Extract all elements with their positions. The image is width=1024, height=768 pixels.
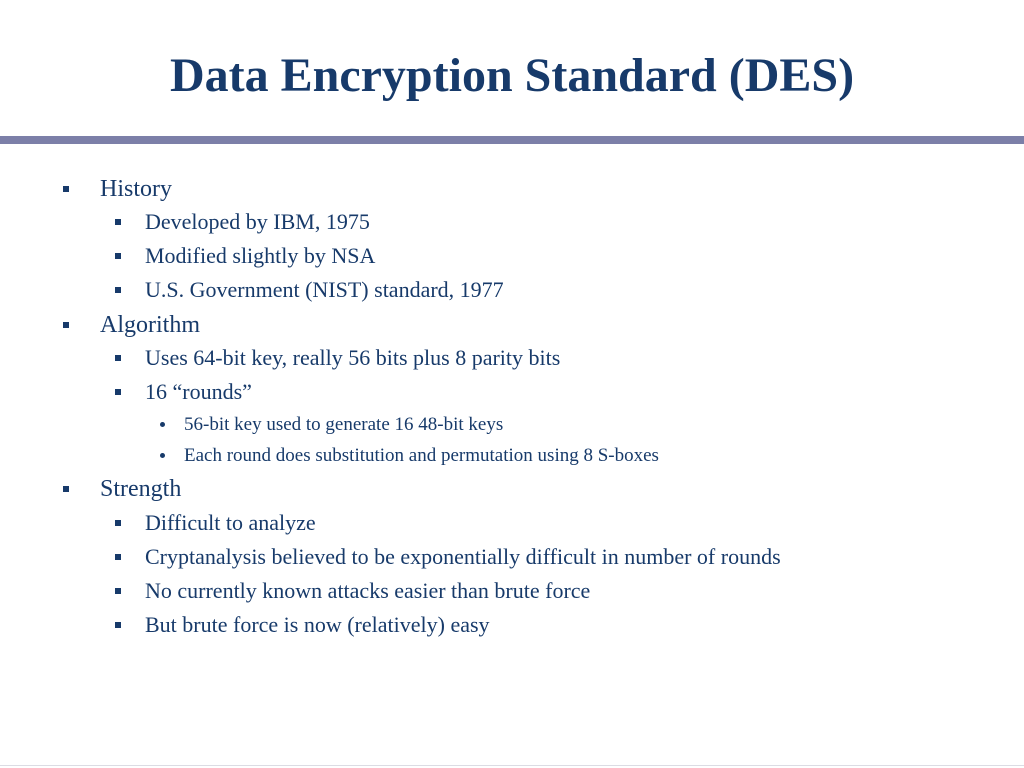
square-bullet-icon (115, 520, 121, 526)
square-bullet-icon (115, 554, 121, 560)
bullet-strength-cryptanalysis: Cryptanalysis believed to be exponentially difficult in number of rounds (145, 544, 781, 569)
bullet-strength-difficult: Difficult to analyze (145, 510, 316, 535)
square-bullet-icon (63, 486, 69, 492)
bullet-history-developed: Developed by IBM, 1975 (145, 209, 370, 234)
square-bullet-icon (115, 389, 121, 395)
bullet-strength: Strength (100, 476, 182, 502)
square-bullet-icon (115, 287, 121, 293)
bullet-algorithm-key: Uses 64-bit key, really 56 bits plus 8 parity bits (145, 345, 561, 370)
square-bullet-icon (115, 588, 121, 594)
square-bullet-icon (63, 322, 69, 328)
bullet-history-modified: Modified slightly by NSA (145, 243, 376, 268)
square-bullet-icon (115, 219, 121, 225)
round-bullet-icon (160, 453, 165, 458)
bullet-rounds-keys: 56-bit key used to generate 16 48-bit keys (184, 414, 504, 435)
bullet-history: History (100, 176, 172, 202)
slide-title: Data Encryption Standard (DES) (169, 49, 855, 102)
bullet-history-standard: U.S. Government (NIST) standard, 1977 (145, 277, 504, 302)
round-bullet-icon (160, 422, 165, 427)
bullet-rounds-sboxes: Each round does substitution and permutation using 8 S-boxes (184, 445, 659, 466)
bullet-strength-attacks: No currently known attacks easier than brute force (145, 578, 591, 603)
bullet-strength-bruteforce: But brute force is now (relatively) easy (145, 612, 490, 637)
title-divider (0, 136, 1024, 144)
square-bullet-icon (63, 186, 69, 192)
square-bullet-icon (115, 355, 121, 361)
bullet-algorithm-rounds: 16 “rounds” (145, 379, 252, 404)
square-bullet-icon (115, 622, 121, 628)
slide-bottom-border (0, 765, 1024, 766)
bullet-algorithm: Algorithm (100, 312, 200, 338)
square-bullet-icon (115, 253, 121, 259)
